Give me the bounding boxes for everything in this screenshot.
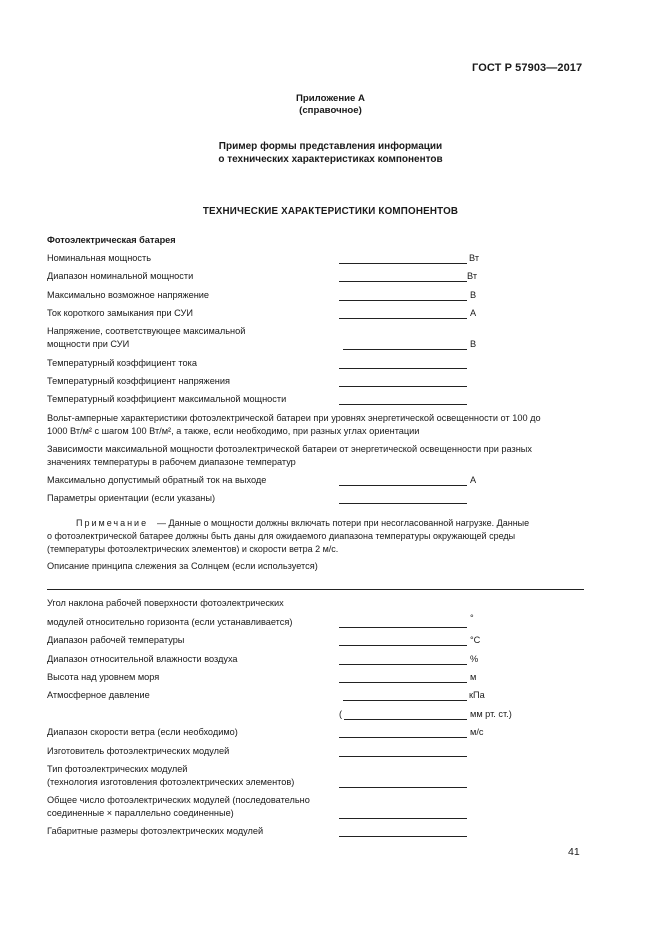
note-line3: (температуры фотоэлектрических элементов) и скорости ветра 2 м/с. (47, 544, 339, 554)
input-line-module-dims[interactable] (339, 836, 467, 837)
unit-short-circuit: А (470, 308, 477, 318)
field-label-module-count-line2: соединенные × параллельно соединенные) (47, 808, 234, 818)
subsection-title: Фотоэлектрическая батарея (47, 235, 176, 245)
field-label-temp-range: Диапазон рабочей температуры (47, 635, 185, 645)
unit-altitude: м (470, 672, 477, 682)
field-label-humidity: Диапазон относительной влажности воздуха (47, 654, 238, 664)
page-number: 41 (568, 846, 580, 858)
input-line-tracking[interactable] (47, 589, 584, 590)
field-label-power-range: Диапазон номинальной мощности (47, 271, 194, 281)
field-label-mpp-voltage-line2: мощности при СУИ (47, 339, 130, 349)
input-line-manufacturer[interactable] (339, 756, 467, 757)
input-line-altitude[interactable] (339, 682, 467, 683)
appendix-heading-line1: Пример формы представления информации (218, 141, 443, 152)
input-line-temp-range[interactable] (339, 645, 467, 646)
appendix-status: (справочное) (299, 105, 362, 116)
unit-max-voltage: В (470, 290, 477, 300)
unit-temp-range: °С (470, 635, 481, 645)
input-line-module-count[interactable] (339, 818, 467, 819)
input-line-tilt[interactable] (339, 627, 467, 628)
input-line-reverse-current[interactable] (339, 485, 467, 486)
input-line-pressure-mmhg[interactable] (344, 719, 467, 720)
pressure-alt-open: ( (339, 709, 343, 719)
unit-reverse-current: А (470, 475, 477, 485)
input-line-power-range[interactable] (339, 281, 467, 282)
appendix-title: Приложение А (296, 93, 365, 104)
note-line2: о фотоэлектрической батарее должны быть даны для ожидаемого диапазона температуры окружающей среды (47, 531, 516, 541)
input-line-max-voltage[interactable] (339, 300, 467, 301)
unit-power-range: Вт (467, 271, 478, 281)
unit-nominal-power: Вт (469, 253, 480, 263)
input-line-temp-coef-voltage[interactable] (339, 386, 467, 387)
unit-pressure-mmhg: мм рт. ст.) (470, 709, 512, 719)
dependence-text-line2: значениях температуры в рабочем диапазоне температур (47, 457, 296, 467)
unit-humidity: % (470, 654, 479, 664)
field-label-tilt-line2: модулей относительно горизонта (если устанавливается) (47, 617, 293, 627)
input-line-mpp-voltage[interactable] (343, 349, 467, 350)
unit-pressure: кПа (469, 690, 485, 700)
iv-characteristics-line1: Вольт-амперные характеристики фотоэлектрической батареи при уровнях энергетической освещенности от 100 до (47, 413, 541, 423)
note-line1: — Данные о мощности должны включать потери при несогласованной нагрузке. Данные (157, 518, 530, 528)
field-label-wind-speed: Диапазон скорости ветра (если необходимо) (47, 727, 238, 737)
field-label-module-type-line2: (технология изготовления фотоэлектрических элементов) (47, 777, 295, 787)
field-label-orientation: Параметры ориентации (если указаны) (47, 493, 216, 503)
section-title: ТЕХНИЧЕСКИЕ ХАРАКТЕРИСТИКИ КОМПОНЕНТОВ (202, 206, 459, 217)
field-label-temp-coef-power: Температурный коэффициент максимальной мощности (47, 394, 287, 404)
input-line-humidity[interactable] (339, 664, 467, 665)
field-label-module-type-line1: Тип фотоэлектрических модулей (47, 764, 188, 774)
iv-characteristics-line2: 1000 Вт/м² с шагом 100 Вт/м², а также, если необходимо, при разных углах ориентации (47, 426, 420, 436)
field-label-temp-coef-voltage: Температурный коэффициент напряжения (47, 376, 230, 386)
field-label-nominal-power: Номинальная мощность (47, 253, 151, 263)
input-line-orientation[interactable] (339, 503, 467, 504)
input-line-wind-speed[interactable] (339, 737, 467, 738)
input-line-short-circuit[interactable] (339, 318, 467, 319)
dependence-text-line1: Зависимости максимальной мощности фотоэлектрической батареи от энергетической освещенности при разных (47, 444, 532, 454)
field-label-pressure: Атмосферное давление (47, 690, 150, 700)
field-label-module-count-line1: Общее число фотоэлектрических модулей (последовательно (47, 795, 310, 805)
field-label-altitude: Высота над уровнем моря (47, 672, 160, 682)
input-line-pressure[interactable] (343, 700, 467, 701)
input-line-temp-coef-power[interactable] (339, 404, 467, 405)
unit-tilt: ° (470, 613, 474, 623)
appendix-heading-line2: о технических характеристиках компонентов (218, 154, 443, 165)
field-label-mpp-voltage-line1: Напряжение, соответствующее максимальной (47, 326, 246, 336)
standard-number: ГОСТ Р 57903—2017 (472, 62, 583, 74)
field-label-max-voltage: Максимально возможное напряжение (47, 290, 210, 300)
field-label-temp-coef-current: Температурный коэффициент тока (47, 358, 197, 368)
field-label-manufacturer: Изготовитель фотоэлектрических модулей (47, 746, 230, 756)
input-line-module-type[interactable] (339, 787, 467, 788)
field-label-reverse-current: Максимально допустимый обратный ток на выходе (47, 475, 267, 485)
unit-wind-speed: м/с (470, 727, 484, 737)
note-prefix: Примечание (76, 518, 149, 528)
tracking-label: Описание принципа слежения за Солнцем (если используется) (47, 561, 318, 571)
input-line-nominal-power[interactable] (339, 263, 467, 264)
field-label-module-dims: Габаритные размеры фотоэлектрических модулей (47, 826, 264, 836)
field-label-tilt-line1: Угол наклона рабочей поверхности фотоэлектрических (47, 598, 284, 608)
unit-mpp-voltage: В (470, 339, 477, 349)
input-line-temp-coef-current[interactable] (339, 368, 467, 369)
field-label-short-circuit: Ток короткого замыкания при СУИ (47, 308, 193, 318)
